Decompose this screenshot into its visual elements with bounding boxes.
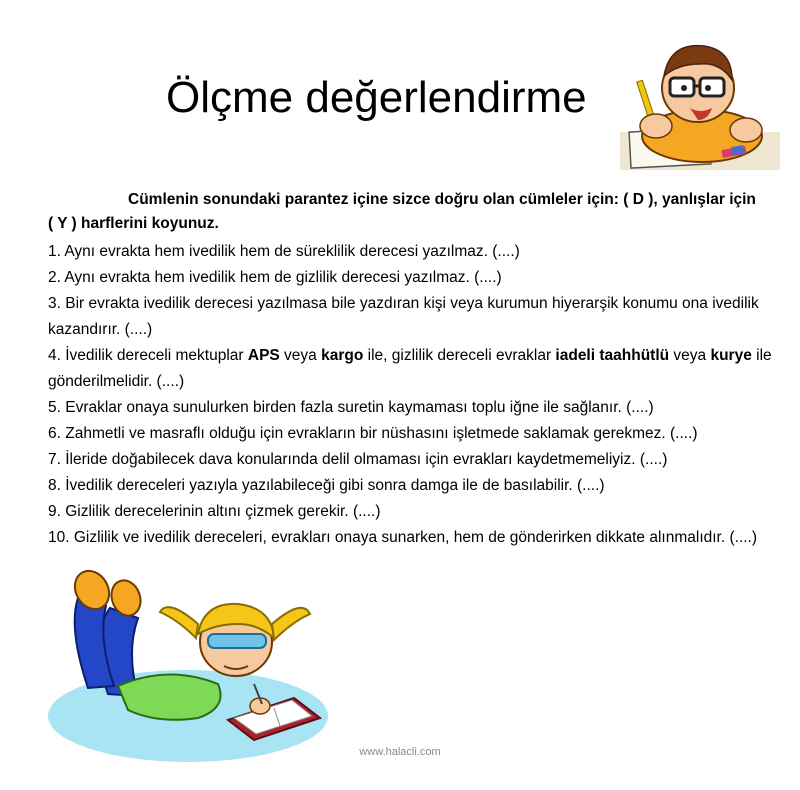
question-list xyxy=(48,239,772,551)
list-item: 4. İvedilik dereceli mektuplar APS veya kargo ile, gizlilik dereceli evraklar iadeli taahhütlü veya kurye ile gönderilmelidir. (....) xyxy=(48,347,772,390)
list-item: 7. İleride doğabilecek dava konularında delil olmaması için evrakları kaydetmemeliyiz. (....) xyxy=(48,451,668,468)
list-item: 10. Gizlilik ve ivedilik dereceleri, evrakları onaya sunarken, hem de gönderirken dikkate alınmalıdır. (....) xyxy=(48,529,758,546)
list-item: 2. Aynı evrakta hem ivedilik hem de gizlilik derecesi yazılmaz. (....) xyxy=(48,269,502,286)
list-item: 9. Gizlilik derecelerinin altını çizmek gerekir. (....) xyxy=(48,503,381,520)
instructions-line-2: ( Y ) harflerini koyunuz. xyxy=(48,215,219,232)
boy-writing-illustration xyxy=(620,36,780,170)
list-item: 3. Bir evrakta ivedilik derecesi yazılmasa bile yazdıran kişi veya kurumun hiyerarşik konumu ona ivedilik kazandırır. (....) xyxy=(48,295,759,338)
instructions-line-1: Cümlenin sonundaki parantez içine sizce doğru olan cümleler için: ( D ), yanlışlar için xyxy=(128,191,756,208)
girl-reading-illustration xyxy=(48,568,338,768)
document-body xyxy=(48,188,772,551)
list-item: 8. İvedilik dereceleri yazıyla yazılabileceği gibi sonra damga ile de basılabilir. (....) xyxy=(48,477,605,494)
list-item: 6. Zahmetli ve masraflı olduğu için evrakların bir nüshasını işletmede saklamak gerekmez. (....) xyxy=(48,425,698,442)
list-item: 1. Aynı evrakta hem ivedilik hem de süreklilik derecesi yazılmaz. (....) xyxy=(48,243,520,260)
list-item: 5. Evraklar onaya sunulurken birden fazla suretin kaymaması toplu iğne ile sağlanır. (....) xyxy=(48,399,654,416)
page-title: Ölçme değerlendirme xyxy=(166,73,587,122)
footer-website: www.halacli.com xyxy=(359,746,441,758)
